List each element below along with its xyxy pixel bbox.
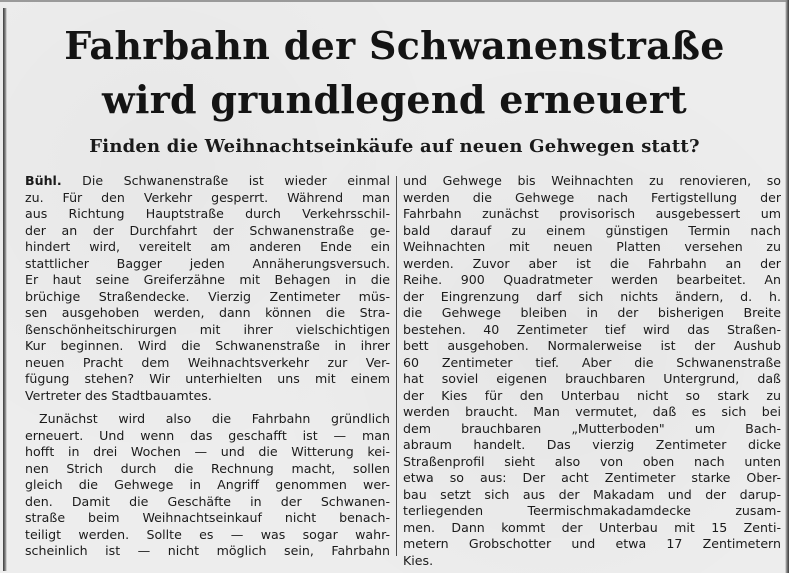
- article-line: scheinlich ist — nicht möglich sein, Fahrbahn: [25, 543, 390, 558]
- article-line: fügung stehen? Wir unterhielten uns mit einem: [25, 371, 390, 386]
- article-line: metern Grobschotter und etwa 17 Zentimetern: [403, 536, 781, 551]
- article-line: die Gehwege bleiben in der bisherigen Breite: [403, 305, 781, 320]
- article-line: terliegenden Teermischmakadamdecke zusam-: [403, 503, 781, 518]
- article-column-right: [403, 173, 781, 569]
- article-line: Reihe. 900 Quadratmeter werden bearbeitet. An: [403, 272, 781, 287]
- article-line: den. Damit die Geschäfte in der Schwanen-: [25, 493, 390, 509]
- article-line: Zunächst wird also die Fahrbahn gründlich: [39, 411, 390, 426]
- article-line: Kur beginnen. Wird die Schwanenstraße in ihrer: [25, 338, 390, 353]
- article-column-left: [25, 173, 390, 560]
- article-line: neuen Pracht dem Weihnachtsverkehr zur Ver-: [25, 354, 390, 370]
- headline-line-2: wird grundlegend erneuert: [101, 77, 688, 122]
- article-line: aus Richtung Hauptstraße durch Verkehrsschil-: [25, 206, 390, 221]
- article-line: der an der Durchfahrt der Schwanenstraße ge-: [25, 222, 390, 238]
- article-line: werden braucht. Man vermutet, daß es sich bei: [403, 404, 781, 419]
- article-line: Straßenprofil sieht also von oben nach unten: [403, 453, 781, 469]
- article-line: stattlicher Bagger jeden Annäherungsversuch.: [25, 255, 390, 271]
- article-line: der Eingrenzung darf sich nichts ändern, d. h.: [403, 288, 781, 304]
- article-line: bett ausgehoben. Normalerweise ist der Aushub: [403, 338, 781, 353]
- column-divider: [396, 176, 397, 556]
- article-line: brüchige Straßendecke. Vierzig Zentimeter müs-: [25, 288, 390, 304]
- article-line: men. Dann kommt der Unterbau mit 15 Zenti-: [403, 519, 781, 535]
- article-line: 60 Zentimeter tief. Aber die Schwanenstraße: [403, 354, 781, 370]
- article-line: und Gehwege bis Weihnachten zu renovieren, so: [403, 173, 781, 188]
- article-line: werden. Zuvor aber ist die Fahrbahn an der: [403, 255, 781, 271]
- article-line: Weihnachten mit neuen Platten versehen zu: [403, 239, 781, 254]
- article-line: sen ausgehoben werden, dann können die Stra-: [25, 305, 390, 320]
- article-line: Er haut seine Greiferzähne mit Behagen in die: [25, 272, 390, 287]
- article-line: Vertreter des Stadtbauamtes.: [25, 387, 212, 403]
- article-line: hat soviel eigenen brauchbaren Untergrund, daß: [403, 371, 781, 386]
- article-line: zu. Für den Verkehr gesperrt. Während man: [25, 189, 390, 205]
- article-line: hindert wird, vereitelt am anderen Ende ein: [25, 239, 390, 254]
- article-line: gleich die Gehwege in Angriff genommen wer-: [25, 477, 390, 492]
- article-line: nen Strich durch die Rechnung macht, sollen: [25, 460, 390, 476]
- headline-line-1: Fahrbahn der Schwanenstraße: [64, 23, 725, 68]
- article-line: werden die Gehwege nach Fertigstellung der: [403, 189, 781, 205]
- article-line: bestehen. 40 Zentimeter tief wird das Straßen-: [403, 321, 781, 337]
- article-line: erneuert. Und wenn das geschafft ist — man: [25, 427, 390, 443]
- article-line: Kies.: [403, 552, 434, 568]
- article-line: etwa so aus: Der acht Zentimeter starke Ober-: [403, 470, 781, 485]
- article-line: bald darauf zu einem günstigen Termin nach: [403, 222, 781, 238]
- article-line: hofft in drei Wochen — und die Witterung kei-: [25, 444, 390, 459]
- subheadline: Finden die Weihnachtseinkäufe auf neuen Gehwegen statt?: [89, 136, 700, 157]
- dateline: Bühl.: [25, 173, 62, 188]
- article-line: ßenschönheitschirurgen mit ihrer vielschichtigen: [25, 321, 390, 337]
- article-line: Fahrbahn zunächst provisorisch ausgebessert um: [403, 206, 781, 221]
- article-line: bau setzt sich aus der Makadam und der darup-: [403, 486, 781, 502]
- article-line: straße beim Weihnachtseinkauf nicht benach-: [25, 510, 390, 525]
- article-line: teiligt werden. Sollte es — was sogar wahr-: [25, 526, 390, 542]
- article-line: Bühl. Die Schwanenstraße ist wieder einmal: [25, 173, 390, 188]
- article-line: dem brauchbaren „Mutterboden" um Bach-: [403, 420, 781, 436]
- clipping-right-edge: [785, 0, 789, 573]
- article-line: abraum handelt. Das vierzig Zentimeter dicke: [403, 437, 781, 452]
- article-line: der Kies für den Unterbau nicht so stark zu: [403, 387, 781, 403]
- clipping-left-edge: [3, 8, 7, 571]
- clipping-top-edge: [0, 0, 789, 2]
